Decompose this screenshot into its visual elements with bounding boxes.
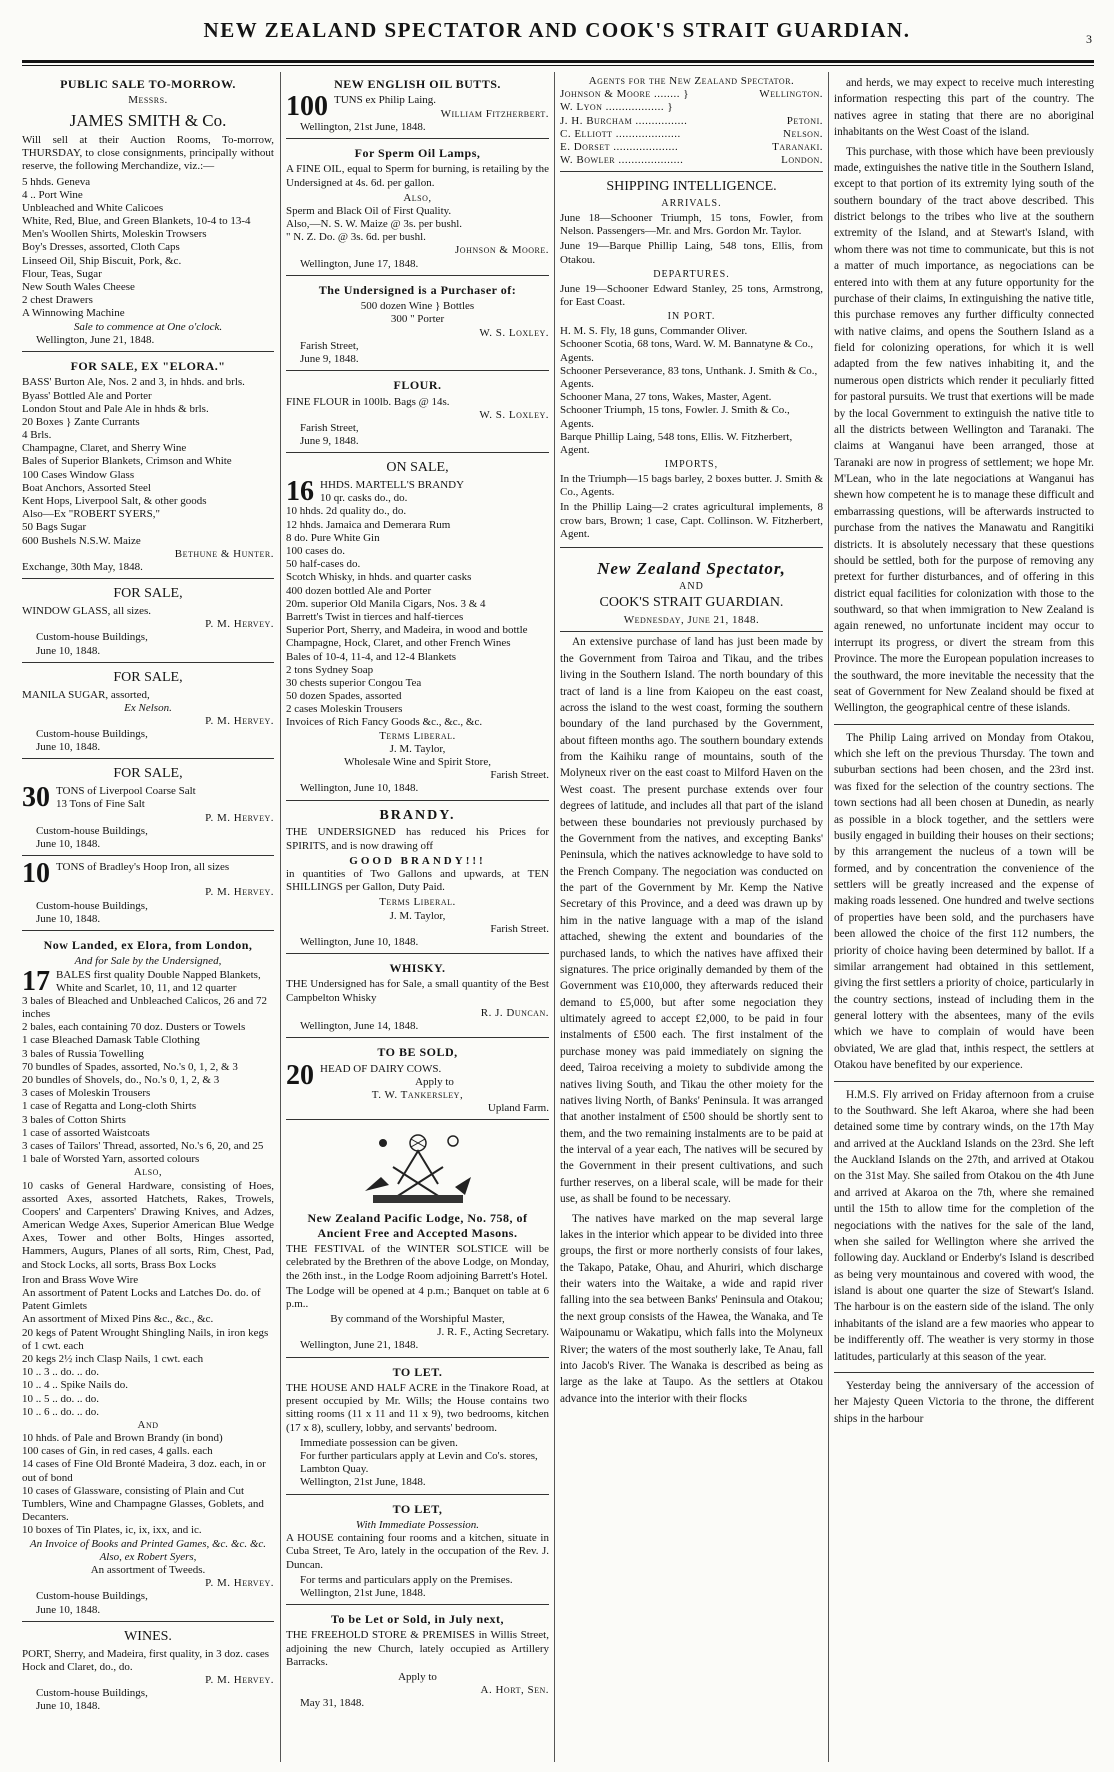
news-paragraph: Yesterday being the anniversary of the accession of her Majesty Queen Victoria to the throne, the different ships in the harbour (834, 1379, 1094, 1425)
advert-date: Wellington, June 21, 1848. (36, 333, 155, 346)
advert-text: FINE FLOUR in 100lb. Bags @ 14s. (286, 395, 450, 408)
advert-text: 13 Tons of Fine Salt (56, 798, 145, 811)
advert-text: TONS of Bradley's Hoop Iron, all sizes (56, 861, 230, 874)
to-let-advert (286, 1360, 549, 1495)
list-item: Schooner Perseverance, 83 tons, Unthank. J. Smith & Co., Agents. (560, 364, 818, 390)
advert-text: Terms Liberal. (379, 896, 456, 909)
quantity-number: 17 (22, 965, 50, 997)
elora-sale-advert (22, 354, 274, 579)
advert-place: Custom-house Buildings, (36, 728, 148, 741)
paper-subtitle: COOK'S STRAIT GUARDIAN. (599, 595, 784, 611)
advert-heading: To be Let or Sold, in July next, (330, 1612, 505, 1627)
advert-date: June 9, 1848. (300, 352, 359, 365)
advert-signer: R. J. Duncan. (480, 1006, 549, 1019)
list-item: 30 chests superior Congou Tea (286, 676, 422, 689)
advert-date: June 10, 1848. (36, 1603, 101, 1616)
list-item: Men's Woollen Shirts, Moleskin Trowsers (22, 228, 207, 241)
news-item-philip-laing (834, 727, 1094, 1082)
advert-text: THE FESTIVAL of the WINTER SOLSTICE will be celebrated by the Brethren of the above Lodge, on Monday, the 26th inst., in the Lodge Room adjoining Barrett's Hotel. (286, 1243, 549, 1282)
list-item: 10 .. 3 .. do. .. do. (22, 1366, 99, 1379)
list-item: New South Wales Cheese (22, 281, 135, 294)
advert-place: Upland Farm. (487, 1102, 549, 1115)
advert-signer: W. S. Loxley. (479, 408, 549, 421)
agent-name: C. Elliott .................... (560, 127, 681, 140)
paper-masthead (560, 550, 823, 632)
agent-name: Johnson & Moore ........ } (560, 88, 690, 101)
list-item: 400 dozen bottled Ale and Porter (286, 584, 432, 597)
advert-place: Farish Street. (490, 922, 549, 935)
list-item: 12 hhds. Jamaica and Demerara Rum (286, 518, 451, 531)
page-number: 3 (1086, 32, 1092, 46)
advert-heading: FOR SALE, (113, 586, 183, 602)
list-item: 1 case of assorted Waistcoats (22, 1126, 150, 1139)
column-1 (22, 72, 274, 1762)
list-item: 2 chest Drawers (22, 294, 93, 307)
article-paragraph: An extensive purchase of land has just been made by the Government from Tairoa and Tikau, and the tribes living in the Southern Island. The north boundary of this tract of land is a line from Kaiopeu on the east coast, across the island to the west coast, forming the southern boundary of the land purchased by the Government, about fifteen months ago. The southern boundary extends from the Kaihiku range of mountains, south of the Molyneux river on the east coast to Milford Haven on the West coast. The present purchase extends over four degrees of latitude, and includes all that part of the island between these boundaries not previously purchased by the Government from the natives, and excepting Banks' Peninsula, which the natives acknowledge to have sold to the French Company. The negociation was conducted on the part of the Government by Mr. Kemp the Native Secretary of this Province, and a deed was drawn up by him in the native language with a map of the island attached, shewing the extent and boundaries of the purchased lands, to which the natives have affixed their signatures. The price originally demanded by them of the Government was £10,000, they afterwards reduced their demand to £5,000, but after some negociation they ultimately agreed to accept £2,000, to be paid in four instalments of £500 each. The first instalment of the purchase money was paid immediately on signing the deed, Tairoa receiving a moiety to subdivide among the natives living South, and Tikau the other moiety for the natives living North, of Banks' Peninsula. It was arranged that another instalment of £500 should be shortly sent to them, and the two remaining instalments are to be paid at the interval of a year each, The natives will be secured by the Government in their present cultivations, and such further reserves, on a liberal scale, will be made for their use, as shall be found to be necessary. (560, 636, 823, 1206)
oil-butts-advert (286, 72, 549, 139)
advert-text: MANILA SUGAR, assorted, (22, 688, 150, 701)
news-paragraph: H.M.S. Fly arrived on Friday afternoon from a cruise to the Southward. She left Akaroa, where she had been detained some time by contrary winds, on the 17th May and arrived at the Auckland Islands on the 23rd. She left the Auckland Islands on the 27th, and arrived at Otakou on the 31st May. She sailed from Otakou on the 4th June and arrived at Akaroa on the 7th, where she remained until the 15th to allow time for the completion of the negociations with the natives for the sale of the land, when she sailed for Wellington where she arrived the following day. Auckland or Enderby's Island is described as being very mountainous and covered with wood, the island is about one quarter the size of Stewart's Island. The harbour is on the eastern side of the island. The only inhabitants of the island are a few maories who appear to be indifferently off. The weather is very stormy in those latitudes, particularly at this season of the year. (834, 1088, 1094, 1363)
auction-advert (22, 72, 274, 352)
advert-heading: For Sperm Oil Lamps, (354, 145, 481, 160)
advert-text: WINDOW GLASS, all sizes. (22, 604, 152, 617)
list-item: 3 bales of Russia Towelling (22, 1047, 144, 1060)
list-item: London Stout and Pale Ale in hhds & brls. (22, 402, 209, 415)
wines-advert (22, 1624, 274, 1718)
list-item: 70 bundles of Spades, assorted, No.'s 0, 1, 2, & 3 (22, 1060, 238, 1073)
advert-heading: Now Landed, ex Elora, from London, (43, 937, 253, 952)
column-divider (554, 72, 555, 1762)
quantity-number: 100 (286, 91, 328, 123)
agent-row (560, 101, 823, 114)
advert-text: HHDS. MARTELL'S BRANDY (320, 479, 465, 492)
column-2 (286, 72, 549, 1762)
list-item: In the Triumph—15 bags barley, 2 boxes butter. J. Smith & Co., Agents. (560, 473, 823, 499)
advert-text: The Lodge will be opened at 4 p.m.; Banquet on table at 6 p.m.. (286, 1284, 549, 1310)
agent-name: E. Dorset .................... (560, 140, 679, 153)
advert-text: Also, (133, 1166, 163, 1179)
advert-signer: T. W. Tankersley, (371, 1089, 464, 1101)
agent-row (560, 141, 823, 154)
list-item: Boy's Dresses, assorted, Cloth Caps (22, 241, 180, 254)
item-list (560, 325, 823, 457)
subsection-heading: IMPORTS, (664, 459, 719, 471)
list-item: 10 .. 5 .. do. .. do. (22, 1392, 99, 1405)
list-item: Invoices of Rich Fancy Goods &c., &c., &c. (286, 716, 483, 729)
advert-heading: FOR SALE, EX "ELORA." (70, 358, 226, 373)
advert-place: Custom-house Buildings, (36, 899, 148, 912)
list-item: 20m. superior Old Manila Cigars, Nos. 3 & 4 (286, 597, 486, 610)
list-item: 1 case Bleached Damask Table Clothing (22, 1034, 200, 1047)
list-item: 10 .. 6 .. do. .. do. (22, 1405, 99, 1418)
quantity-number: 30 (22, 782, 50, 814)
list-item: 100 cases of Gin, in red cases, 4 galls. each (22, 1445, 213, 1458)
advert-date: Wellington, June 21, 1848. (300, 1339, 419, 1352)
salt-advert (22, 761, 274, 856)
list-item: Bales of Superior Blankets, Crimson and White (22, 455, 232, 468)
advert-text: 10 casks of General Hardware, consisting of Hoes, assorted Axes, assorted Hatchets, Rakes, Trowels, Coopers' and Carpenters' Drawing Knives, and Adzes, American Wedge Axes, Superior American Blue Wedge Axes, Tower and other Bolts, Hinges assorted, Hammers, Augurs, Planes of all sorts, Rim, Chest, Pad, and Stock Locks, all sorts, Brass Box Locks (22, 1179, 274, 1271)
item-list (22, 1274, 274, 1419)
news-item-anniversary (834, 1375, 1094, 1427)
list-item: 2 tons Sydney Soap (286, 663, 374, 676)
subsection-heading: IN PORT. (667, 311, 716, 323)
advert-date: June 9, 1848. (300, 435, 359, 448)
shipping-intelligence (560, 174, 823, 548)
list-item: 2 cases Moleskin Trousers (286, 703, 403, 716)
list-item: Schooner Scotia, 68 tons, Ward. W. M. Bannatyne & Co., Agents. (560, 338, 814, 364)
advert-heading: FLOUR. (393, 378, 442, 393)
advert-heading: New Zealand Pacific Lodge, No. 758, of Ancient Free and Accepted Masons. (307, 1211, 528, 1240)
list-item: White, Red, Blue, and Green Blankets, 10-4 to 13-4 (22, 215, 251, 228)
list-item: Boat Anchors, Assorted Steel (22, 481, 151, 494)
advert-date: Wellington, June 17, 1848. (300, 257, 419, 270)
list-item: 3 cases of Moleskin Trousers (22, 1087, 151, 1100)
list-item: An assortment of Patent Locks and Latches Do. do. of Patent Gimlets (22, 1287, 261, 1313)
list-item: Scotch Whisky, in hhds. and quarter casks (286, 571, 472, 584)
advert-heading: The Undersigned is a Purchaser of: (318, 282, 517, 297)
list-item: Barque Phillip Laing, 548 tons, Ellis. W. Fitzherbert, Agent. (560, 430, 793, 456)
advert-text: Ex Nelson. (124, 701, 172, 714)
advert-date: June 10, 1848. (36, 912, 101, 925)
list-item: 50 dozen Spades, assorted (286, 690, 402, 703)
advert-heading: BRANDY. (379, 807, 456, 823)
advert-date: Exchange, 30th May, 1848. (22, 560, 143, 573)
advert-text: GOOD BRANDY!!! (349, 854, 486, 867)
editorial-article (560, 634, 823, 1407)
advert-date: Wellington, 21st June, 1848. (300, 120, 426, 133)
article-paragraph: The natives have marked on the map several large lakes in the interior which appear to be divided into three groups, the first or more northerly consists of four lakes, the Takapo, Patake, Ohau, and Ahuriri, which discharge their waters into the Waitake, a wide and rapid river falling into the sea between Banks' Peninsula and Otakou; the next group consists of the Hawea, the Wanaka, and Te Waipounamu or Wakatipu, which falls into the Molyneux River; the waters of the most southerly lake, Te Anau, fall into Jacob's River. The Wanaka is described as being as large as the lake at Taupo. As the settlers at Otakou advance into the interior with their flocks (560, 1212, 823, 1405)
advert-signer: P. M. Hervey. (205, 1577, 274, 1590)
advert-heading: FOR SALE, (113, 766, 183, 782)
advert-heading: TO LET. (392, 1364, 443, 1379)
advert-date: Wellington, June 10, 1848. (300, 935, 419, 948)
quantity-number: 20 (286, 1059, 314, 1091)
column-divider (828, 72, 829, 1762)
list-item: June 19—Barque Phillip Laing, 548 tons, Ellis, from Otakou. (560, 240, 823, 266)
advert-heading: TO LET, (392, 1501, 443, 1516)
advert-date: Wellington, 21st June, 1848. (300, 1586, 426, 1599)
list-item: 4 Brls. (22, 429, 52, 442)
advert-text: An assortment of Tweeds. (90, 1563, 206, 1576)
list-item: 10 hhds. 2d quality do., do. (286, 505, 407, 518)
list-item: 10 cases of Glassware, consisting of Plain and Cut Tumblers, Wine and Champagne Glasses, Goblets, and Decanters. (22, 1484, 264, 1524)
advert-date: Wellington, June 14, 1848. (300, 1020, 419, 1033)
list-item: Also—Ex "ROBERT SYERS," (22, 508, 160, 521)
advert-text: Messrs. (128, 94, 168, 107)
list-item: 3 cases of Tailors' Thread, assorted, No.'s 6, 20, and 25 (22, 1139, 264, 1152)
advert-text: Apply to (415, 1075, 454, 1088)
list-item: 3 bales of Cotton Shirts (22, 1113, 126, 1126)
advert-subheading: And for Sale by the Undersigned, (74, 955, 222, 968)
advert-text: Also, ex Robert Syers, (99, 1550, 197, 1563)
advert-heading: ON SALE, (386, 460, 449, 476)
advert-text: 300 " Porter (390, 313, 445, 326)
advert-text: Sale to commence at One o'clock. (73, 320, 223, 333)
list-item: Iron and Brass Wove Wire (22, 1273, 139, 1286)
list-item: 20 kegs of Patent Wrought Shingling Nails, in iron kegs of 1 cwt. each (22, 1326, 269, 1352)
list-item: 5 hhds. Geneva (22, 175, 91, 188)
advert-heading: NEW ENGLISH OIL BUTTS. (334, 77, 501, 91)
elora-landed-advert (22, 933, 274, 1622)
list-item: Bales of 10-4, 11-4, and 12-4 Blankets (286, 650, 457, 663)
subsection-heading: ARRIVALS. (661, 198, 722, 210)
advert-place: Custom-house Buildings, (36, 631, 148, 644)
agent-row (560, 115, 823, 128)
news-item-hms-fly (834, 1084, 1094, 1373)
advert-heading: WINES. (124, 1628, 172, 1644)
bottles-advert (286, 278, 549, 371)
list-item: 10 .. 4 .. Spike Nails do. (22, 1379, 129, 1392)
item-list (22, 176, 274, 321)
list-item: 20 bundles of Shovels, do., No.'s 0, 1, 2, & 3 (22, 1074, 220, 1087)
agent-location: Nelson. (783, 127, 823, 140)
advert-place: Farish Street, (300, 421, 359, 434)
list-item: Linseed Oil, Ship Biscuit, Pork, &c. (22, 254, 182, 267)
dairy-cows-advert (286, 1040, 549, 1120)
item-list (560, 283, 823, 309)
advert-heading: PUBLIC SALE TO-MORROW. (60, 77, 236, 91)
advert-text: PORT, Sherry, and Madeira, first quality, in 3 doz. cases (22, 1647, 269, 1660)
list-item: Kent Hops, Liverpool Salt, & other goods (22, 495, 207, 508)
advert-date: Wellington, 21st June, 1848. (300, 1476, 426, 1489)
advert-date: May 31, 1848. (300, 1697, 365, 1710)
to-let-house-advert (286, 1497, 549, 1606)
list-item: Unbleached and White Calicoes (22, 201, 164, 214)
advert-place: Custom-house Buildings, (36, 1687, 148, 1700)
news-paragraph: The Philip Laing arrived on Monday from Otakou, which she left on the previous Thursday. The town and suburban sections had been chosen, and the 23rd inst. was fixed for the selection of the country sections. The town sections had all been chosen at Dunedin, as nearly as possible in a block together, and the settlers were busily engaged in building their houses on their sections; by this arrangement the nucleus of a town will be formed, and by concentration the convenience of the settlers will be greatly increased and the expense of making roads lessened. One hundred and twelve sections of properties have been sold, and the purchasers have been allowed the choice of the first 112 numbers, the priority of choice having been determined by ballot. If a similar arrangement had obtained in this settlement, giving the first settlers a priority of choice, particularly in the country sections, instead of including them in the general lottery with the absentees, many of the evils which we have to complain of would have been obviated, We are glad that, inthis respect, the settlers at Otakou have benefited by our experience. (834, 731, 1094, 1072)
manila-sugar-advert (22, 665, 274, 760)
advert-signer: W. S. Loxley. (479, 326, 549, 339)
item-list (22, 1432, 274, 1538)
agent-name: W. Bowler .................... (560, 154, 684, 167)
advert-text: Hock and Claret, do., do. (22, 1660, 133, 1673)
agent-location: Petoni. (786, 114, 823, 127)
advert-text: TONS of Liverpool Coarse Salt (56, 785, 196, 798)
advert-text: 500 dozen Wine } Bottles (360, 300, 475, 313)
agents-table (560, 88, 823, 167)
advert-text: And (137, 1418, 159, 1431)
agent-row (560, 154, 823, 167)
list-item: Barrett's Twist in tierces and half-tierces (286, 610, 464, 623)
list-item: Schooner Mana, 27 tons, Wakes, Master, Agent. (560, 391, 772, 404)
advert-place: Farish Street. (490, 769, 549, 782)
list-item: 1 case of Regatta and Long-cloth Shirts (22, 1100, 197, 1113)
advert-text: For terms and particulars apply on the Premises. (300, 1573, 513, 1586)
list-item: An assortment of Mixed Pins &c., &c., &c. (22, 1313, 214, 1326)
column-3 (560, 72, 823, 1762)
advert-subheading: With Immediate Possession. (355, 1518, 480, 1531)
quantity-number: 16 (286, 476, 314, 508)
advert-signer: J. R. F., Acting Secretary. (437, 1326, 549, 1339)
agent-name: J. H. Burcham ................ (560, 114, 688, 127)
list-item: 14 cases of Fine Old Bronté Madeira, 3 doz. each, in or out of bond (22, 1458, 266, 1484)
list-item: 1 bale of Worsted Yarn, assorted colours (22, 1153, 200, 1166)
advert-signer: P. M. Hervey. (205, 811, 274, 824)
list-item: 50 Bags Sugar (22, 521, 87, 534)
hoop-iron-advert (22, 858, 274, 931)
list-item: 8 do. Pure White Gin (286, 531, 380, 544)
list-item: 3 bales of Bleached and Unbleached Calicos, 26 and 72 inches (22, 994, 267, 1021)
advert-heading: TO BE SOLD, (377, 1045, 458, 1060)
agent-row (560, 128, 823, 141)
advert-signer: A. Hort, Sen. (480, 1684, 549, 1697)
advert-text: BALES first quality Double Napped Blankets, White and Scarlet, 10, 11, and 12 quarter (56, 968, 261, 994)
advert-date: Wellington, June 10, 1848. (300, 782, 419, 795)
advert-date: June 10, 1848. (36, 741, 101, 754)
agent-row (560, 88, 823, 101)
advert-signer: J. M. Taylor, (389, 742, 446, 755)
list-item: 100 cases do. (286, 545, 345, 558)
advert-text: Also,—N. S. W. Maize @ 3s. per bushl. (286, 218, 463, 231)
header-rule-thin (22, 65, 1094, 66)
advert-signer: P. M. Hervey. (205, 618, 274, 631)
editorial-continued (834, 72, 1094, 725)
advert-text: HEAD OF DAIRY COWS. (320, 1062, 442, 1075)
list-item: 20 Boxes } Zante Currants (22, 415, 140, 428)
agents-list (560, 72, 823, 172)
advert-text: An Invoice of Books and Printed Games, &c. &c. &c. (29, 1537, 267, 1550)
column-divider (280, 72, 281, 1762)
list-item: Schooner Triumph, 15 tons, Fowler. J. Smith & Co., Agents. (560, 404, 790, 430)
advert-place: Custom-house Buildings, (36, 824, 148, 837)
agent-location: London. (781, 154, 823, 167)
list-item: June 18—Schooner Triumph, 15 tons, Fowler, from Nelson. Passengers—Mr. and Mrs. Gordon Mr. Taylor. (560, 212, 823, 238)
section-heading: SHIPPING INTELLIGENCE. (606, 179, 777, 195)
advert-text: A FINE OIL, equal to Sperm for burning, is retailing by the Undersigned at 4s. 6d. per gallon. (286, 163, 549, 189)
list-item: BASS' Burton Ale, Nos. 2 and 3, in hhds. and brls. (22, 376, 245, 389)
advert-text: Immediate possession can be given. (300, 1436, 458, 1449)
advert-place: Custom-house Buildings, (36, 1590, 148, 1603)
agents-heading: Agents for the New Zealand Spectator. (588, 75, 795, 87)
list-item: A Winnowing Machine (22, 307, 125, 320)
advert-text: Terms Liberal. (379, 729, 456, 742)
item-list (560, 212, 823, 267)
quantity-number: 10 (22, 858, 50, 890)
advert-date: June 10, 1848. (36, 644, 101, 657)
article-paragraph: and herds, we may expect to receive much interesting information respecting this part of the country. The natives agree in stating that there are no aboriginal inhabitants on the West Coast of the island. (834, 77, 1094, 139)
list-item: Superior Port, Sherry, and Madeira, in wood and bottle (286, 624, 528, 637)
brandy-on-sale-advert (286, 455, 549, 800)
advert-date: June 10, 1848. (36, 1700, 101, 1713)
advert-signer: P. M. Hervey. (205, 1673, 274, 1686)
list-item: Champagne, Hock, Claret, and other French Wines (286, 637, 511, 650)
advert-text: " N. Z. Do. @ 3s. 6d. per bushl. (286, 231, 426, 244)
column-4 (834, 72, 1094, 1762)
item-list (286, 492, 549, 729)
list-item: 2 bales, each containing 70 doz. Dusters or Towels (22, 1021, 246, 1034)
firm-name: JAMES SMITH & Co. (69, 110, 227, 130)
advert-text: THE FREEHOLD STORE & PREMISES in Willis Street, adjoining the new Church, lately occupied as Artillery Barracks. (286, 1629, 549, 1668)
advert-text: THE UNDERSIGNED has reduced his Prices for SPIRITS, and is now drawing off (286, 826, 549, 852)
list-item: 600 Bushels N.S.W. Maize (22, 534, 141, 547)
list-item: 50 half-cases do. (286, 558, 361, 571)
brandy-advert (286, 803, 549, 954)
advert-signer: Bethune & Hunter. (174, 547, 274, 560)
advert-heading: FOR SALE, (113, 669, 183, 685)
masonic-advert (286, 1122, 549, 1357)
list-item: 10 qr. casks do., do. (320, 492, 408, 505)
advert-place: Farish Street, (300, 339, 359, 352)
agent-name: W. Lyon .................. } (560, 101, 674, 114)
advert-text: THE HOUSE AND HALF ACRE in the Tinakore Road, at present occupied by Mr. Wills; the House contains two sitting rooms (11 x 11 and 11 x 9), two bedrooms, kitchen (17 x 8), scullery, lobby, and servants' bedroom. (286, 1382, 549, 1434)
advert-text: Sperm and Black Oil of First Quality. (286, 204, 452, 217)
list-item: 10 boxes of Tin Plates, ic, ix, ixx, and ic. (22, 1524, 202, 1537)
masonic-emblem-icon (353, 1129, 483, 1207)
header-rule (22, 60, 1094, 63)
advert-text: A HOUSE containing four rooms and a kitchen, situate in Cuba Street, Te Aro, lately in the occupation of the Rev. J. Duncan. (286, 1532, 549, 1571)
advert-text: For further particulars apply at Levin and Co's. stores, Lambton Quay. (300, 1449, 538, 1476)
list-item: Byass' Bottled Ale and Porter (22, 389, 152, 402)
agent-location: Taranaki. (772, 140, 823, 153)
list-item: 10 hhds. of Pale and Brown Brandy (in bond) (22, 1432, 223, 1445)
item-list (22, 995, 274, 1166)
advert-text: Apply to (398, 1671, 437, 1684)
store-advert (286, 1607, 549, 1715)
list-item: 4 .. Port Wine (22, 188, 83, 201)
item-list (22, 376, 274, 547)
advert-signer: William Fitzherbert. (440, 107, 549, 120)
whisky-advert (286, 956, 549, 1038)
advert-text: Wholesale Wine and Spirit Store, (344, 756, 491, 769)
sperm-oil-advert (286, 141, 549, 276)
advert-signer: J. M. Taylor, (389, 909, 446, 922)
advert-signer: P. M. Hervey. (205, 886, 274, 899)
advert-text: in quantities of Two Gallons and upwards, at TEN SHILLINGS per Gallon, Duty Paid. (286, 867, 549, 894)
advert-signer: P. M. Hervey. (205, 714, 274, 727)
advert-text: Also, (403, 191, 432, 204)
list-item: H. M. S. Fly, 18 guns, Commander Oliver. (560, 325, 748, 338)
list-item: 100 Cases Window Glass (22, 468, 135, 481)
list-item: Champagne, Claret, and Sherry Wine (22, 442, 187, 455)
advert-date: June 10, 1848. (36, 838, 101, 850)
subsection-heading: DEPARTURES. (653, 268, 730, 280)
window-glass-advert (22, 581, 274, 663)
item-list (560, 473, 823, 541)
list-item: Flour, Teas, Sugar (22, 267, 102, 280)
paper-title-and: AND (679, 581, 704, 593)
advert-text: By command of the Worshipful Master, (330, 1313, 505, 1326)
advert-text: THE Undersigned has for Sale, a small quantity of the Best Campbelton Whisky (286, 978, 549, 1004)
advert-signer: Johnson & Moore. (455, 244, 549, 257)
advert-text: Will sell at their Auction Rooms, To-morrow, THURSDAY, to close consignments, principally without reserve, the following Merchandize, viz.:— (22, 133, 274, 173)
list-item: June 19—Schooner Edward Stanley, 25 tons, Armstrong, for East Coast. (560, 282, 823, 309)
article-paragraph: This purchase, with those which have been previously made, extinguishes the native title in the Southern Island, except to that portion of its extremity lying south of the southern boundary of the tract above described. This district belongs to the tribes who live at the southern extremity of the Island, and at Stewart's Island, with whom there was not time to communicate, but this is not a matter of much importance, as negociations can be entered into with them at any future opportunity for the purchase of their claims, In extinguishing the native title, this purchase removes any further difficulty connected with native claims, and opens the Southern Island as a field for colonizing operations, for which it is well adapted from the few natives inhabiting it, and the numerous open districts which render it peculiarly fitted for pastoral pursuits. We trust that exertions will be made by the local Government to extinguish the native title to all the districts between Wellington and Taranaki. The claims at Wanganui have been arranged, those at Taranaki are now in progress of settlement; we hope Mr. M'Lean, who in the late negociations at Wanganui has shewn how competent he is to manage these difficult and embarrassing questions, will be afterwards instructed to purchase from the natives the Manawatu and Rangitiki districts. It is absolutely necessary that these questions should be settled, both for the purpose of removing any pretext for further disturbances, and of offering in this district equal facilities for colonization with those to the southward, so that when immigration to New Zealand is again renewed, no unfortunate incident may occur to interrupt its progress, or divert the stream from this Province. The more the European population increases to the southward, the more inevitable the necessity that the seat of Government for New Zealand should be fixed at Wellington, the geographical centre of these islands. (834, 145, 1094, 715)
flour-advert (286, 373, 549, 453)
paper-title: New Zealand Spectator, (597, 559, 786, 579)
issue-date: Wednesday, June 21, 1848. (623, 614, 760, 627)
list-item: 20 kegs 2½ inch Clasp Nails, 1 cwt. each (22, 1352, 204, 1365)
agent-location: Wellington. (759, 88, 823, 101)
advert-heading: WHISKY. (389, 961, 446, 976)
page-title: NEW ZEALAND SPECTATOR AND COOK'S STRAIT GUARDIAN. (203, 18, 911, 42)
list-item: In the Phillip Laing—2 crates agricultural implements, 8 crow bars, Brown; 1 case, Capt. Collinson. W. Fitzherbert, Agent. (560, 501, 823, 540)
advert-text: TUNS ex Philip Laing. (334, 94, 437, 107)
